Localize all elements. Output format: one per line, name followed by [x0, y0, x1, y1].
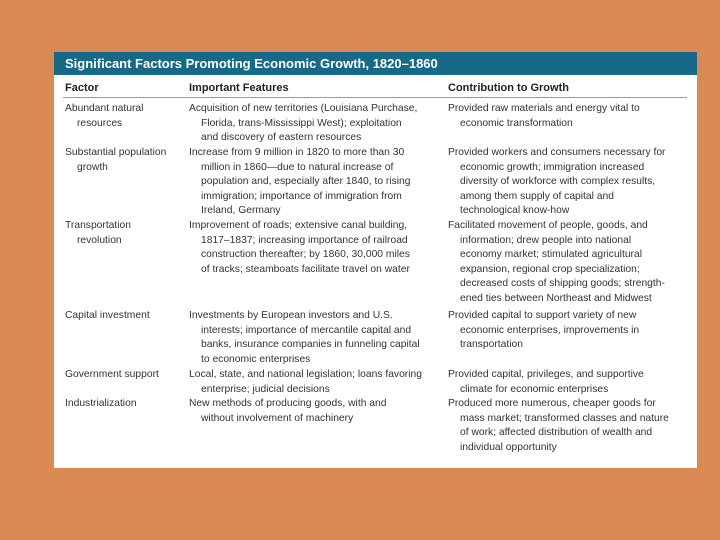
cell-line: ened ties between Northeast and Midwest: [460, 292, 652, 304]
cell-line: Investments by European investors and U.S.: [189, 310, 393, 321]
cell-line: mass market; transformed classes and nature: [460, 412, 669, 424]
cell-line: diversity of workforce with complex results,: [460, 176, 656, 188]
cell-contribution: [448, 102, 640, 131]
cell-line: revolution: [77, 234, 122, 246]
cell-line: information; drew people into national: [460, 234, 632, 246]
cell-line: Government support: [65, 369, 159, 380]
cell-line: among them supply of capital and: [460, 190, 614, 202]
cell-factor: [65, 309, 150, 324]
cell-line: population and, especially after 1840, to rising: [201, 176, 411, 188]
cell-line: Facilitated movement of people, goods, and: [448, 220, 648, 231]
cell-factor: [65, 368, 159, 383]
cell-line: without involvement of machinery: [201, 412, 354, 424]
cell-features: [189, 219, 410, 277]
cell-line: economic transformation: [460, 117, 573, 129]
cell-contribution: [448, 397, 669, 455]
cell-line: enterprise; judicial decisions: [201, 383, 330, 395]
cell-line: Provided workers and consumers necessary for: [448, 147, 666, 158]
cell-contribution: [448, 146, 665, 219]
cell-line: Produced more numerous, cheaper goods for: [448, 398, 656, 409]
table-title: Significant Factors Promoting Economic Growth, 1820–1860: [54, 52, 697, 75]
cell-line: decreased costs of shipping goods; strength-: [460, 278, 665, 290]
cell-factor: [65, 102, 143, 131]
cell-line: Ireland, Germany: [201, 205, 281, 217]
cell-line: of tracks; steamboats facilitate travel on water: [201, 263, 410, 275]
header-factor: Factor: [65, 82, 99, 94]
cell-contribution: [448, 368, 644, 397]
cell-contribution: [448, 309, 639, 353]
cell-line: banks, insurance companies in funneling capital: [201, 339, 420, 351]
cell-line: expansion, regional crop specialization;: [460, 263, 640, 275]
cell-line: technological know-how: [460, 205, 570, 217]
cell-line: economic growth; immigration increased: [460, 161, 645, 173]
header-contribution: Contribution to Growth: [448, 82, 569, 94]
cell-factor: [65, 219, 131, 248]
cell-line: Industrialization: [65, 398, 137, 409]
cell-line: Provided raw materials and energy vital to: [448, 103, 640, 114]
cell-features: [189, 102, 417, 146]
cell-features: [189, 368, 422, 397]
header-features: Important Features: [189, 82, 289, 94]
cell-line: individual opportunity: [460, 441, 557, 453]
cell-line: economy market; stimulated agricultural: [460, 249, 642, 261]
cell-line: and discovery of eastern resources: [201, 132, 362, 144]
cell-line: Increase from 9 million in 1820 to more than 30: [189, 147, 405, 158]
cell-line: Florida, trans-Mississippi West); exploitation: [201, 117, 402, 129]
cell-line: Transportation: [65, 220, 132, 231]
cell-line: growth: [77, 161, 108, 173]
cell-line: economic enterprises, improvements in: [460, 324, 640, 336]
cell-line: of work; affected distribution of wealth and: [460, 427, 653, 439]
table-panel: [54, 52, 697, 468]
cell-line: 1817–1837; increasing importance of railroad: [201, 234, 408, 246]
cell-line: Substantial population: [65, 147, 167, 158]
cell-line: million in 1860—due to natural increase of: [201, 161, 394, 173]
cell-line: Provided capital, privileges, and supportive: [448, 369, 644, 380]
cell-line: Local, state, and national legislation; loans favoring: [189, 369, 422, 380]
cell-line: construction thereafter; by 1860, 30,000 miles: [201, 249, 410, 261]
cell-features: [189, 146, 411, 219]
cell-line: resources: [77, 117, 123, 129]
cell-line: Abundant natural: [65, 103, 144, 114]
cell-features: [189, 309, 420, 367]
cell-line: immigration; importance of immigration from: [201, 190, 402, 202]
cell-line: New methods of producing goods, with and: [189, 398, 387, 409]
header-divider: [63, 97, 687, 98]
cell-factor: [65, 146, 166, 175]
cell-line: Provided capital to support variety of new: [448, 310, 637, 321]
cell-line: Improvement of roads; extensive canal building,: [189, 220, 408, 231]
cell-factor: [65, 397, 137, 412]
cell-line: interests; importance of mercantile capital and: [201, 324, 412, 336]
cell-contribution: [448, 219, 665, 307]
cell-line: to economic enterprises: [201, 353, 311, 365]
cell-features: [189, 397, 386, 426]
cell-line: Capital investment: [65, 310, 150, 321]
cell-line: Acquisition of new territories (Louisiana Purchase,: [189, 103, 418, 114]
cell-line: transportation: [460, 339, 523, 351]
cell-line: climate for economic enterprises: [460, 383, 609, 395]
